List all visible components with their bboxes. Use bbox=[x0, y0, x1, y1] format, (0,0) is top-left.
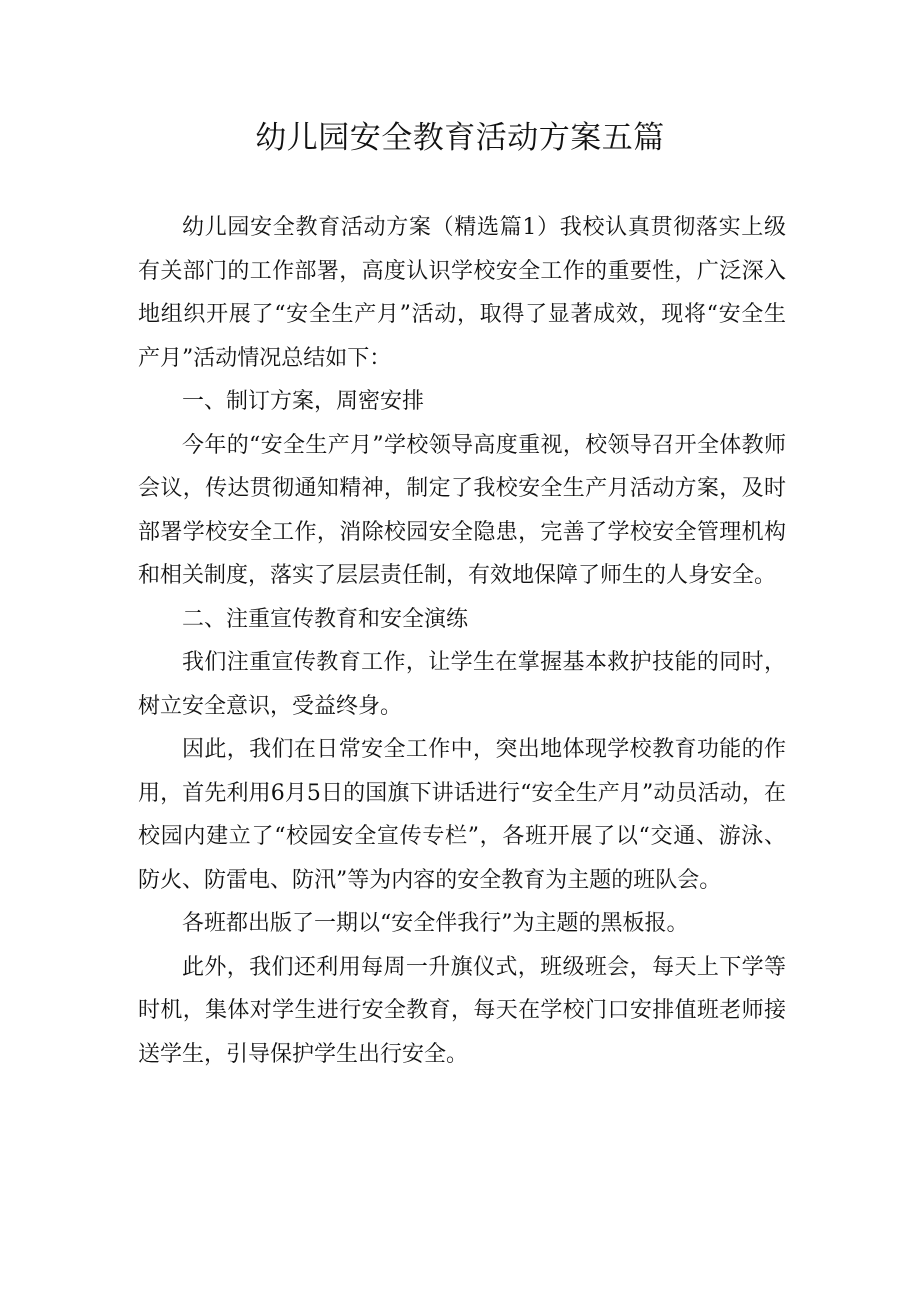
paragraph-planning: 今年的“安全生产月”学校领导高度重视，校领导召开全体教师会议，传达贯彻通知精神，制定了我校安全生产月活动方案，及时部署学校安全工作，消除校园安全隐患，完善了学校安全管理机构和相关制度，落实了层层责任制，有效地保障了师生的人身安全。 bbox=[138, 432, 786, 588]
paragraph-daily-safety: 此外，我们还利用每周一升旗仪式，班级班会，每天上下学等时机，集体对学生进行安全教育，每天在学校门口安排值班老师接送学生，引导保护学生出行安全。 bbox=[138, 954, 786, 1067]
section-heading-2: 二、注重宣传教育和安全演练 bbox=[182, 606, 469, 632]
section-heading-1: 一、制订方案，周密安排 bbox=[182, 389, 425, 414]
paragraph-activities: 因此，我们在日常安全工作中，突出地体现学校教育功能的作用，首先利用6月5日的国旗下讲话进行“安全生产月”动员活动，在校园内建立了“校园安全宣传专栏”，各班开展了以“交通、游泳、防火、防雷电、防汛”等为内容的安全教育为主题的班队会。 bbox=[138, 737, 786, 893]
paragraph-blackboard: 各班都出版了一期以“安全伴我行”为主题的黑板报。 bbox=[182, 911, 689, 936]
document-body bbox=[138, 206, 786, 1076]
paragraph-intro: 幼儿园安全教育活动方案（精选篇1）我校认真贯彻落实上级有关部门的工作部署，高度认识学校安全工作的重要性，广泛深入地组织开展了“安全生产月”活动，取得了显著成效，现将“安全生产月”活动情况总结如下： bbox=[138, 215, 786, 371]
document-title: 幼儿园安全教育活动方案五篇 bbox=[255, 120, 665, 156]
paragraph-awareness: 我们注重宣传教育工作，让学生在掌握基本救护技能的同时，树立安全意识，受益终身。 bbox=[138, 650, 786, 719]
